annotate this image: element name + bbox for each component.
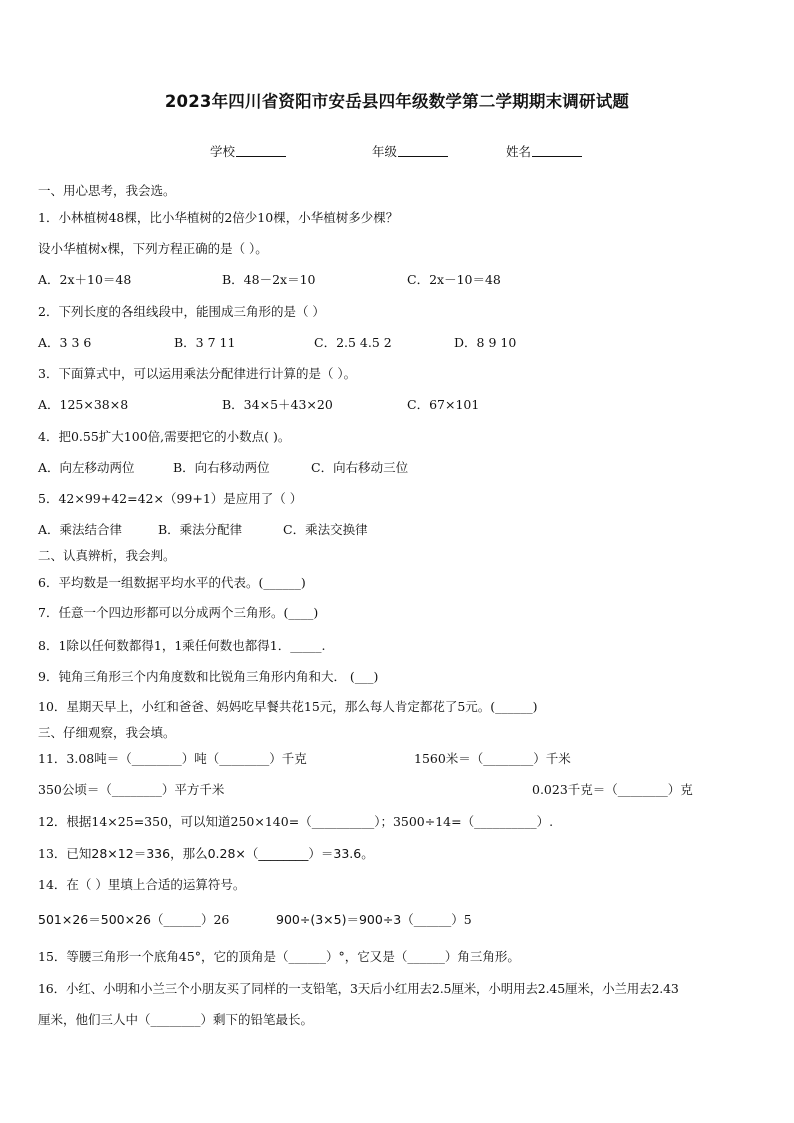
question-9[interactable]: 9．钝角三角形三个内角度数和比锐角三角形内角和大． (___) (38, 669, 379, 684)
question-1-stem: 1．小林植树48棵，比小华植树的2倍少10棵，小华植树多少棵？ (38, 210, 399, 225)
q5-option-c[interactable]: C．乘法交换律 (283, 522, 368, 537)
section-heading-2: 二、认真辨析，我会判。 (38, 548, 176, 563)
q14-left-item[interactable] (38, 910, 229, 928)
question-5-stem: 5．42×99+42=42×（99+1）是应用了（ ） (38, 491, 303, 506)
q14-right-item[interactable] (276, 910, 472, 928)
q4-option-b[interactable]: B．向右移动两位 (173, 460, 270, 475)
q13-mid: ，那么 (170, 846, 208, 861)
school-blank[interactable] (236, 144, 286, 157)
q1-line2-b: 棵，下列方程正确的是（ ）。 (107, 241, 268, 256)
q2-option-b[interactable]: B．3 7 11 (174, 335, 236, 350)
q5-option-a[interactable]: A．乘法结合律 (38, 522, 123, 537)
page-title: 2023年四川省资阳市安岳县四年级数学第二学期期末调研试题 (164, 92, 630, 111)
q2-option-d[interactable]: D．8 9 10 (454, 335, 517, 350)
q1-option-b[interactable]: B．48－2x＝10 (222, 272, 316, 287)
question-6[interactable]: 6．平均数是一组数据平均水平的代表。(______) (38, 575, 306, 590)
q5-option-b[interactable]: B．乘法分配律 (158, 522, 243, 537)
q14-left-blank[interactable]: （______）26 (150, 912, 230, 927)
q4-option-c[interactable]: C．向右移动三位 (311, 460, 409, 475)
question-11-a[interactable]: 11．3.08吨＝（________）吨（________）千克 (38, 751, 307, 766)
grade-label: 年级 (372, 144, 398, 159)
section-heading-1: 一、用心思考，我会选。 (38, 183, 176, 198)
q4-option-a[interactable]: A．向左移动两位 (38, 460, 135, 475)
q3-option-b[interactable]: B．34×5＋43×20 (222, 397, 333, 412)
q1-variable: x (100, 241, 108, 256)
question-4-stem: 4．把0.55扩大100倍,需要把它的小数点( )。 (38, 429, 291, 444)
q2-option-c[interactable]: C．2.5 4.5 2 (314, 335, 392, 350)
name-blank[interactable] (532, 144, 582, 157)
q1-line2-a: 设小华植树 (38, 241, 101, 256)
name-field[interactable] (506, 142, 582, 160)
question-3-stem: 3．下面算式中，可以运用乘法分配律进行计算的是（ ）。 (38, 366, 357, 381)
question-13[interactable] (38, 844, 374, 862)
q13-end: 。 (361, 846, 374, 861)
section-heading-3: 三、仔细观察，我会填。 (38, 725, 176, 740)
question-2-stem: 2．下列长度的各组线段中，能围成三角形的是（ ） (38, 304, 325, 319)
school-label: 学校 (210, 144, 236, 159)
question-10[interactable]: 10．星期天早上，小红和爸爸、妈妈吃早餐共花15元，那么每人肯定都花了5元。(______) (38, 699, 538, 714)
q1-option-a[interactable]: A．2x＋10＝48 (38, 272, 132, 287)
question-11-c[interactable]: 350公顷＝（________）平方千米 (38, 782, 225, 797)
question-11-d[interactable]: 0.023千克＝（________）克 (532, 782, 693, 797)
q14-right-blank[interactable]: （______）5 (401, 912, 472, 927)
question-11-b[interactable]: 1560米＝（________）千米 (414, 751, 571, 766)
q14-left-expression: 501×26＝500×26 (38, 912, 151, 927)
q14-right-expression: 900÷(3×5)＝900÷3 (276, 912, 402, 927)
q3-option-c[interactable]: C．67×101 (407, 397, 480, 412)
question-16-line2[interactable]: 厘米，他们三人中（________）剩下的铅笔最长。 (38, 1012, 314, 1027)
question-12[interactable]: 12．根据14×25=350，可以知道250×140=（__________）；3500÷14=（__________）. (38, 814, 554, 829)
q13-given-equation: 28×12＝336 (91, 846, 171, 861)
q13-pre: 13．已知 (38, 846, 92, 861)
school-field[interactable] (210, 142, 286, 160)
question-8[interactable]: 8．1除以任何数都得1，1乘任何数也都得1．_____. (38, 638, 326, 653)
q3-option-a[interactable]: A．125×38×8 (38, 397, 129, 412)
q13-target-equation[interactable]: 0.28×（________）＝33.6 (207, 846, 362, 861)
question-16-line1: 16．小红、小明和小兰三个小朋友买了同样的一支铅笔，3天后小红用去2.5厘米，小明用去2.45厘米，小兰用去2.43 (38, 981, 679, 996)
name-label: 姓名 (506, 144, 532, 159)
grade-field[interactable] (372, 142, 448, 160)
question-14-stem: 14．在（ ）里填上合适的运算符号。 (38, 877, 246, 892)
question-1-line2 (38, 239, 268, 257)
q2-option-a[interactable]: A．3 3 6 (38, 335, 92, 350)
question-15[interactable]: 15．等腰三角形一个底角45°，它的顶角是（______）°，它又是（______）角三角形。 (38, 949, 520, 964)
grade-blank[interactable] (398, 144, 448, 157)
q1-option-c[interactable]: C．2x－10＝48 (407, 272, 501, 287)
question-7[interactable]: 7．任意一个四边形都可以分成两个三角形。(____) (38, 605, 319, 620)
